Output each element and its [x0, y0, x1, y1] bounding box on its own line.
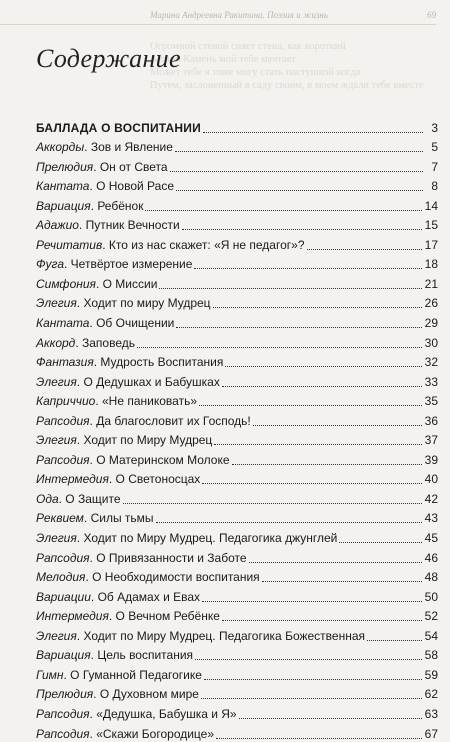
toc-entry-title	[36, 570, 262, 585]
toc-entry-title	[36, 472, 202, 487]
toc-entry-text: . О Светоносцах	[108, 472, 201, 487]
bleed-line: Может тебе я тоже могу стать пастушкой когда	[150, 67, 361, 78]
toc-entry[interactable]	[36, 468, 438, 488]
toc-page-number: 48	[424, 570, 438, 585]
toc-entry-title	[36, 179, 176, 194]
toc-entry-text: . О Гуманной Педагогике	[63, 667, 202, 682]
toc-entry-title	[36, 277, 159, 292]
toc-entry-title	[36, 687, 201, 702]
toc-entry-genre: Симфония	[36, 276, 96, 291]
toc-page-number: 36	[424, 413, 438, 428]
dot-leader	[202, 483, 421, 484]
toc-page-number: 33	[424, 374, 438, 389]
toc-entry-genre: Вариация	[36, 198, 91, 213]
toc-page-number: 26	[424, 296, 438, 311]
toc-entry[interactable]	[36, 214, 438, 234]
toc-entry-text: . О Защите	[58, 491, 121, 506]
toc-entry-text: . Он от Света	[93, 159, 168, 174]
toc-entry-text: . Кто из нас скажет: «Я не педагог»?	[102, 237, 305, 252]
toc-entry-genre: Прелюдия	[36, 687, 94, 702]
toc-entry-title	[36, 394, 199, 409]
toc-entry-text: . Об Адамах и Евах	[90, 589, 201, 604]
toc-entry-genre: Рапсодия	[36, 706, 90, 721]
toc-entry[interactable]	[36, 585, 438, 605]
toc-page-number: 8	[431, 179, 438, 194]
toc-entry-title	[36, 316, 176, 331]
toc-entry-text: . Ребёнок	[90, 198, 144, 213]
toc-entry[interactable]	[36, 233, 438, 253]
toc-page-number: 40	[424, 472, 438, 487]
toc-page-number: 37	[424, 433, 438, 448]
toc-entry[interactable]	[36, 272, 438, 292]
toc-entry-title	[36, 511, 156, 526]
toc-entry-genre: Аккорды	[36, 140, 85, 155]
toc-page-number: 30	[424, 335, 438, 350]
toc-entry[interactable]	[36, 487, 438, 507]
dot-leader	[239, 718, 422, 719]
toc-page-number: 18	[424, 257, 438, 272]
toc-entry-title	[36, 668, 204, 683]
toc-page-number: 46	[424, 550, 438, 565]
dot-leader	[204, 679, 422, 680]
running-head-rule	[0, 24, 436, 25]
dot-leader	[307, 249, 422, 250]
toc-entry-genre: Фуга	[36, 257, 64, 272]
dot-leader	[253, 425, 422, 426]
toc-entry-title	[36, 160, 170, 175]
toc-entry-text: . О Материнском Молоке	[89, 452, 230, 467]
toc-entry-genre: Рапсодия	[36, 550, 90, 565]
toc-entry[interactable]	[36, 194, 438, 214]
toc-page-number: 3	[431, 120, 438, 135]
running-head-text: Марина Андреевна Ракитина. Поэзия и жизнь	[150, 10, 328, 20]
toc-entry-genre: Интермедия	[36, 472, 109, 487]
toc-entry-genre: Мелодия	[36, 570, 86, 585]
toc-entry[interactable]	[36, 663, 438, 683]
toc-entry-title	[36, 355, 225, 370]
toc-entry-genre: Кантата	[36, 179, 90, 194]
toc-page-number: 39	[424, 452, 438, 467]
dot-leader	[170, 171, 423, 172]
toc-entry-text: . Ходит по Миру Мудрец. Педагогика Божественная	[76, 628, 366, 643]
toc-entry-title	[36, 199, 145, 214]
toc-entry-title	[36, 453, 232, 468]
toc-page-number: 63	[424, 706, 438, 721]
toc-entry[interactable]	[36, 409, 438, 429]
dot-leader	[176, 327, 421, 328]
dot-leader	[222, 386, 422, 387]
toc-entry-genre: Элегия	[36, 531, 77, 546]
toc-page-number: 50	[424, 589, 438, 604]
toc-entry-title	[36, 257, 194, 272]
toc-entry-text: . Ходит по миру Мудрец	[76, 296, 211, 311]
toc-entry-title	[36, 375, 222, 390]
toc-entry-text: . О Новой Расе	[89, 179, 175, 194]
toc-entry[interactable]	[36, 351, 438, 371]
toc-entry-genre: Реквием	[36, 511, 84, 526]
toc-entry-title	[36, 414, 253, 429]
toc-entry-genre: Рапсодия	[36, 452, 90, 467]
dot-leader	[367, 640, 422, 641]
dot-leader	[195, 659, 422, 660]
dot-leader	[262, 581, 422, 582]
toc-entry-title	[36, 238, 307, 253]
toc-entry-text: . «Дедушка, Бабушка и Я»	[89, 706, 237, 721]
toc-page-number: 35	[424, 394, 438, 409]
toc-entry-title	[36, 218, 182, 233]
toc-entry-title	[36, 336, 137, 351]
dot-leader	[176, 190, 423, 191]
table-of-contents	[36, 116, 438, 742]
toc-entry-genre: Адажио	[36, 218, 79, 233]
dot-leader	[213, 307, 422, 308]
toc-entry[interactable]	[36, 311, 438, 331]
toc-entry-genre: Элегия	[36, 296, 77, 311]
toc-entry-title	[36, 296, 213, 311]
toc-entry[interactable]	[36, 683, 438, 703]
toc-entry-text: . Ходит по Миру Мудрец. Педагогика джунглей	[76, 531, 338, 546]
dot-leader	[145, 210, 421, 211]
toc-entry-text: . О Необходимости воспитания	[85, 570, 260, 585]
toc-entry-title	[36, 609, 222, 624]
toc-entry-genre: Речитатив	[36, 237, 103, 252]
toc-entry-text: . О Миссии	[95, 276, 158, 291]
dot-leader	[249, 562, 422, 563]
toc-entry-genre: Интермедия	[36, 609, 109, 624]
dot-leader	[216, 738, 422, 739]
toc-entry-title	[36, 140, 175, 155]
dot-leader	[156, 522, 422, 523]
toc-entry[interactable]	[36, 292, 438, 312]
toc-entry-genre: Рапсодия	[36, 726, 90, 741]
toc-entry[interactable]	[36, 155, 438, 175]
toc-entry-title	[36, 433, 214, 448]
toc-entry-genre: Прелюдия	[36, 159, 94, 174]
toc-entry[interactable]	[36, 624, 438, 644]
toc-entry-title	[36, 727, 216, 742]
toc-entry-text: . О Дедушках и Бабушках	[76, 374, 220, 389]
dot-leader	[203, 132, 423, 133]
toc-page-number: 59	[424, 667, 438, 682]
toc-page-number: 58	[424, 648, 438, 663]
toc-entry-genre: Кантата	[36, 316, 90, 331]
toc-page-number: 5	[431, 140, 438, 155]
toc-entry[interactable]	[36, 370, 438, 390]
toc-entry-genre: Элегия	[36, 628, 77, 643]
toc-entry-genre: Каприччио	[36, 394, 96, 409]
toc-entry[interactable]	[36, 429, 438, 449]
toc-entry-title	[36, 707, 239, 722]
toc-entry[interactable]	[36, 526, 438, 546]
dot-leader	[194, 268, 421, 269]
toc-entry[interactable]	[36, 390, 438, 410]
toc-page-number: 7	[431, 159, 438, 174]
toc-entry-genre: Элегия	[36, 433, 77, 448]
toc-entry-text: . Зов и Явление	[84, 140, 173, 155]
toc-entry-text: . «Скажи Богородице»	[89, 726, 215, 741]
toc-entry-genre: Фантазия	[36, 355, 94, 370]
toc-section-heading[interactable]	[36, 116, 438, 136]
toc-page-number: 29	[424, 316, 438, 331]
dot-leader	[339, 542, 421, 543]
toc-entry[interactable]	[36, 253, 438, 273]
toc-entry[interactable]	[36, 507, 438, 527]
toc-entry-text: . Об Очищении	[89, 316, 175, 331]
toc-page-number: 67	[424, 726, 438, 741]
toc-entry-genre: Вариации	[36, 589, 91, 604]
toc-entry-title	[36, 121, 203, 136]
bleed-line: Путем, заслоненный в саду своим, в моем ждали тебе вместе	[150, 80, 424, 91]
toc-entry-genre: Элегия	[36, 374, 77, 389]
dot-leader	[232, 464, 422, 465]
toc-page-number: 15	[424, 218, 438, 233]
toc-entry[interactable]	[36, 175, 438, 195]
dot-leader	[199, 405, 422, 406]
toc-page-number: 52	[424, 609, 438, 624]
toc-page-number: 17	[424, 237, 438, 252]
toc-entry-title	[36, 648, 195, 663]
dot-leader	[137, 347, 422, 348]
toc-entry[interactable]	[36, 702, 438, 722]
toc-entry-title	[36, 531, 339, 546]
toc-page-number: 43	[424, 511, 438, 526]
page-title: Содержание	[36, 44, 181, 73]
dot-leader	[182, 229, 422, 230]
dot-leader	[159, 288, 421, 289]
toc-page-number: 21	[424, 276, 438, 291]
bleed-through-text	[150, 40, 440, 92]
running-head-page-number: 69	[427, 10, 436, 20]
toc-entry-text: . Путник Вечности	[78, 218, 180, 233]
dot-leader	[225, 366, 421, 367]
toc-entry-text: БАЛЛАДА О ВОСПИТАНИИ	[36, 120, 201, 135]
dot-leader	[214, 444, 421, 445]
toc-entry[interactable]	[36, 331, 438, 351]
toc-entry-genre: Рапсодия	[36, 413, 90, 428]
toc-entry-text: . О Вечном Ребёнке	[108, 609, 220, 624]
bleed-line: А свой Камень мой тебе мечтает	[150, 54, 296, 65]
toc-entry-text: . Силы тьмы	[83, 511, 154, 526]
toc-entry-text: . «Не паниковать»	[95, 394, 197, 409]
toc-entry-text: . Заповедь	[75, 335, 135, 350]
toc-entry-text: . Ходит по Миру Мудрец	[76, 433, 213, 448]
dot-leader	[123, 503, 422, 504]
toc-entry[interactable]	[36, 566, 438, 586]
toc-entry-genre: Вариация	[36, 648, 91, 663]
toc-entry[interactable]	[36, 136, 438, 156]
dot-leader	[175, 151, 423, 152]
bleed-line: Огромной стеной сияет стена, как короткий	[150, 41, 346, 52]
toc-entry-title	[36, 492, 123, 507]
toc-entry-text: . О Духовном мире	[93, 687, 199, 702]
dot-leader	[202, 601, 422, 602]
dot-leader	[222, 620, 422, 621]
toc-entry-text: . Да благословит их Господь!	[89, 413, 251, 428]
toc-entry-title	[36, 590, 202, 605]
toc-page-number: 32	[424, 355, 438, 370]
toc-entry-text: . Четвёртое измерение	[64, 257, 193, 272]
toc-entry[interactable]	[36, 448, 438, 468]
toc-page-number: 14	[424, 198, 438, 213]
toc-entry[interactable]	[36, 605, 438, 625]
toc-page-number: 45	[424, 531, 438, 546]
toc-entry[interactable]	[36, 644, 438, 664]
toc-page-number: 42	[424, 491, 438, 506]
dot-leader	[201, 698, 422, 699]
toc-page-number: 54	[424, 628, 438, 643]
toc-entry[interactable]	[36, 546, 438, 566]
toc-entry[interactable]	[36, 722, 438, 742]
toc-entry-genre: Ода	[36, 491, 59, 506]
toc-entry-text: . Цель воспитания	[90, 648, 194, 663]
toc-entry-genre: Гимн	[36, 667, 64, 682]
toc-entry-text: . Мудрость Воспитания	[93, 355, 224, 370]
toc-page-number: 62	[424, 687, 438, 702]
running-head	[150, 10, 436, 20]
toc-entry-genre: Аккорд	[36, 335, 76, 350]
toc-entry-title	[36, 629, 367, 644]
toc-entry-title	[36, 551, 249, 566]
toc-entry-text: . О Привязанности и Заботе	[89, 550, 247, 565]
